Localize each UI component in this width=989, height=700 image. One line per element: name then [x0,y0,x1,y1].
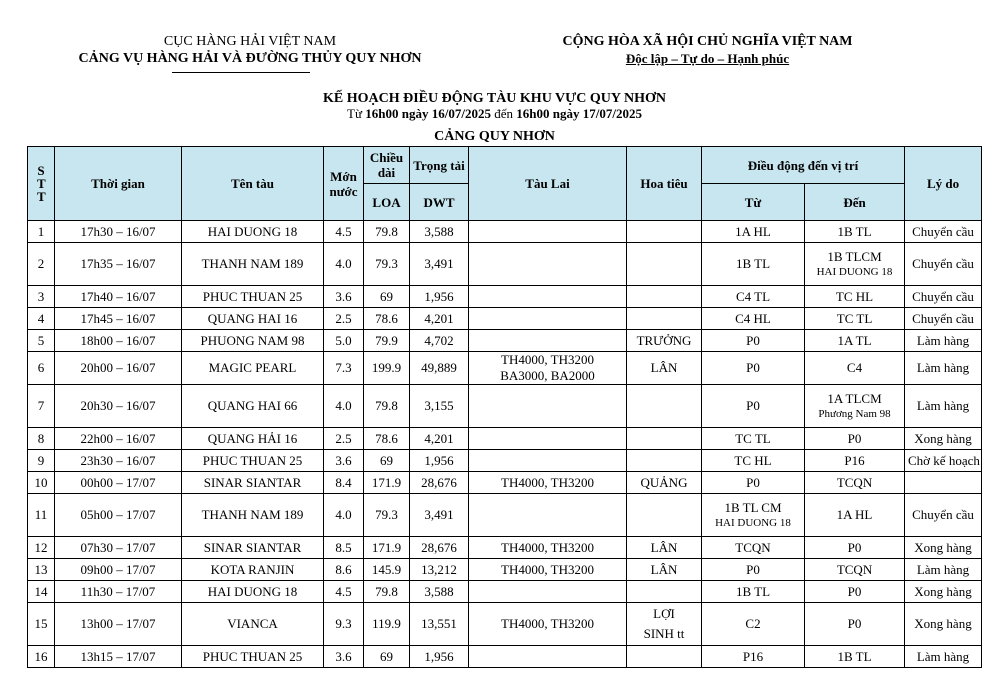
cell-tug [469,385,627,428]
cell-to: 1B TL [805,646,905,668]
cell-pilot: LÂN [627,559,702,581]
cell-draft: 8.5 [324,537,364,559]
date-from: 16h00 ngày 16/07/2025 [365,106,491,121]
cell-ship: THANH NAM 189 [182,243,324,286]
cell-dwt: 3,491 [410,243,469,286]
table-row [28,537,982,559]
cell-draft: 3.6 [324,646,364,668]
cell-reason [905,472,982,494]
cell-time: 09h00 – 17/07 [55,559,182,581]
cell-ship: QUANG HẢI 16 [182,428,324,450]
cell-draft: 9.3 [324,603,364,646]
cell-dwt: 13,212 [410,559,469,581]
cell-to: P16 [805,450,905,472]
col-from: Từ [702,184,805,221]
cell-tug [469,450,627,472]
table-row [28,221,982,243]
cell-dwt: 4,702 [410,330,469,352]
cell-loa: 79.8 [364,385,410,428]
col-draft: Mớn nước [324,147,364,221]
cell-pilot: QUẢNG [627,472,702,494]
cell-tug: TH4000, TH3200 [469,603,627,646]
cell-from: C4 HL [702,308,805,330]
ship-movement-table [27,146,982,668]
cell-tug: TH4000, TH3200 BA3000, BA2000 [469,352,627,385]
col-to: Đến [805,184,905,221]
cell-time: 13h15 – 17/07 [55,646,182,668]
col-reason: Lý do [905,147,982,221]
cell-ship: HAI DUONG 18 [182,221,324,243]
cell-pilot [627,646,702,668]
col-time: Thời gian [55,147,182,221]
cell-loa: 171.9 [364,537,410,559]
cell-tug [469,428,627,450]
cell-reason: Làm hàng [905,385,982,428]
cell-loa: 119.9 [364,603,410,646]
cell-dwt: 4,201 [410,308,469,330]
cell-dwt: 4,201 [410,428,469,450]
cell-from: TCQN [702,537,805,559]
cell-draft: 7.3 [324,352,364,385]
cell-reason: Chuyển cầu [905,308,982,330]
cell-stt: 12 [28,537,55,559]
cell-time: 00h00 – 17/07 [55,472,182,494]
cell-stt: 6 [28,352,55,385]
cell-dwt: 1,956 [410,286,469,308]
cell-pilot: LỢI SINH tt [627,603,702,646]
cell-loa: 69 [364,286,410,308]
cell-from: TC TL [702,428,805,450]
table-row [28,243,982,286]
national-header [535,33,880,68]
cell-tug [469,243,627,286]
cell-loa: 199.9 [364,352,410,385]
cell-loa: 69 [364,450,410,472]
col-pilot: Hoa tiêu [627,147,702,221]
cell-ship: THANH NAM 189 [182,494,324,537]
cell-tug [469,221,627,243]
cell-tug [469,308,627,330]
cell-to: 1A TLCM Phương Nam 98 [805,385,905,428]
cell-reason: Chuyển cầu [905,221,982,243]
table-header [28,147,982,221]
cell-dwt: 28,676 [410,472,469,494]
cell-tug: TH4000, TH3200 [469,537,627,559]
table-row [28,385,982,428]
cell-from: TC HL [702,450,805,472]
cell-from: C4 TL [702,286,805,308]
cell-ship: PHUC THUAN 25 [182,646,324,668]
cell-dwt: 3,588 [410,221,469,243]
cell-from: P0 [702,559,805,581]
cell-to: P0 [805,581,905,603]
cell-tug [469,581,627,603]
cell-ship: VIANCA [182,603,324,646]
table-row [28,308,982,330]
cell-to: 1B TLCM HAI DUONG 18 [805,243,905,286]
table-row [28,603,982,646]
cell-ship: QUANG HAI 66 [182,385,324,428]
cell-from: P0 [702,352,805,385]
date-to: 16h00 ngày 17/07/2025 [516,106,642,121]
cell-pilot [627,308,702,330]
cell-to: TCQN [805,559,905,581]
cell-loa: 79.3 [364,494,410,537]
cell-from: P0 [702,385,805,428]
cell-draft: 4.5 [324,221,364,243]
cell-reason: Làm hàng [905,559,982,581]
cell-pilot: TRƯỞNG [627,330,702,352]
cell-dwt: 13,551 [410,603,469,646]
cell-loa: 78.6 [364,308,410,330]
cell-loa: 145.9 [364,559,410,581]
cell-reason: Chuyển cầu [905,286,982,308]
cell-time: 07h30 – 17/07 [55,537,182,559]
cell-ship: PHUONG NAM 98 [182,330,324,352]
table-row [28,330,982,352]
cell-loa: 79.8 [364,581,410,603]
port-name: CẢNG QUY NHƠN [434,129,555,144]
cell-to: TC TL [805,308,905,330]
national-title: CỘNG HÒA XÃ HỘI CHỦ NGHĨA VIỆT NAM [562,34,853,49]
cell-draft: 5.0 [324,330,364,352]
cell-stt: 5 [28,330,55,352]
cell-stt: 13 [28,559,55,581]
cell-ship: KOTA RANJIN [182,559,324,581]
cell-dwt: 3,491 [410,494,469,537]
cell-time: 23h30 – 16/07 [55,450,182,472]
table-row [28,286,982,308]
cell-dwt: 28,676 [410,537,469,559]
cell-draft: 2.5 [324,308,364,330]
cell-pilot [627,428,702,450]
cell-pilot [627,385,702,428]
cell-pilot [627,450,702,472]
table-row [28,646,982,668]
cell-loa: 79.9 [364,330,410,352]
cell-time: 20h00 – 16/07 [55,352,182,385]
cell-stt: 2 [28,243,55,286]
cell-stt: 16 [28,646,55,668]
cell-dwt: 3,588 [410,581,469,603]
cell-reason: Chuyển cầu [905,243,982,286]
cell-time: 11h30 – 17/07 [55,581,182,603]
cell-pilot [627,221,702,243]
cell-draft: 4.0 [324,385,364,428]
cell-stt: 11 [28,494,55,537]
table-row [28,428,982,450]
cell-to: 1A TL [805,330,905,352]
cell-stt: 9 [28,450,55,472]
agency-name: CẢNG VỤ HÀNG HẢI VÀ ĐƯỜNG THỦY QUY NHƠN [78,51,422,66]
cell-ship: SINAR SIANTAR [182,472,324,494]
cell-dwt: 1,956 [410,646,469,668]
cell-time: 17h45 – 16/07 [55,308,182,330]
cell-reason: Chuyển cầu [905,494,982,537]
cell-loa: 79.8 [364,221,410,243]
cell-tug: TH4000, TH3200 [469,559,627,581]
cell-reason: Làm hàng [905,646,982,668]
col-length-unit: LOA [364,184,410,221]
cell-time: 22h00 – 16/07 [55,428,182,450]
cell-to: TC HL [805,286,905,308]
cell-stt: 7 [28,385,55,428]
cell-pilot [627,286,702,308]
cell-tug [469,286,627,308]
cell-ship: SINAR SIANTAR [182,537,324,559]
cell-ship: PHUC THUAN 25 [182,450,324,472]
cell-pilot [627,243,702,286]
cell-loa: 78.6 [364,428,410,450]
cell-stt: 8 [28,428,55,450]
cell-reason: Làm hàng [905,330,982,352]
cell-to: TCQN [805,472,905,494]
cell-tug [469,646,627,668]
cell-time: 13h00 – 17/07 [55,603,182,646]
cell-ship: QUANG HAI 16 [182,308,324,330]
cell-stt: 1 [28,221,55,243]
col-length: Chiều dài [364,147,410,184]
cell-pilot [627,581,702,603]
cell-reason: Xong hàng [905,537,982,559]
cell-time: 18h00 – 16/07 [55,330,182,352]
col-stt: S T T [28,147,55,221]
cell-time: 17h35 – 16/07 [55,243,182,286]
cell-draft: 3.6 [324,450,364,472]
cell-to: C4 [805,352,905,385]
col-tonnage-unit: DWT [410,184,469,221]
col-tonnage: Trọng tải [410,147,469,184]
cell-time: 05h00 – 17/07 [55,494,182,537]
cell-to: P0 [805,603,905,646]
cell-loa: 79.3 [364,243,410,286]
national-motto: Độc lập – Tự do – Hạnh phúc [625,51,790,66]
cell-to: 1B TL [805,221,905,243]
date-range: Từ 16h00 ngày 16/07/2025 đến 16h00 ngày 17/07/2025 [347,106,642,121]
cell-ship: PHUC THUAN 25 [182,286,324,308]
table-row [28,559,982,581]
cell-draft: 4.0 [324,243,364,286]
cell-dwt: 49,889 [410,352,469,385]
cell-from: P16 [702,646,805,668]
cell-to: P0 [805,428,905,450]
cell-draft: 4.0 [324,494,364,537]
cell-draft: 8.6 [324,559,364,581]
cell-tug [469,494,627,537]
cell-tug: TH4000, TH3200 [469,472,627,494]
table-row [28,494,982,537]
cell-from: 1A HL [702,221,805,243]
cell-stt: 14 [28,581,55,603]
table-body [28,221,982,668]
table-row [28,352,982,385]
parent-agency-name: CỤC HÀNG HẢI VIỆT NAM [163,34,337,49]
cell-from: 1B TL [702,581,805,603]
cell-ship: HAI DUONG 18 [182,581,324,603]
header-divider [172,72,310,73]
table-row [28,581,982,603]
cell-from: P0 [702,330,805,352]
cell-reason: Xong hàng [905,428,982,450]
cell-stt: 15 [28,603,55,646]
cell-from: C2 [702,603,805,646]
cell-from: P0 [702,472,805,494]
cell-stt: 3 [28,286,55,308]
cell-loa: 69 [364,646,410,668]
cell-pilot: LÂN [627,537,702,559]
cell-stt: 10 [28,472,55,494]
cell-reason: Xong hàng [905,603,982,646]
col-tug: Tàu Lai [469,147,627,221]
cell-stt: 4 [28,308,55,330]
cell-draft: 4.5 [324,581,364,603]
cell-from: 1B TL CM HAI DUONG 18 [702,494,805,537]
cell-from: 1B TL [702,243,805,286]
table-row [28,450,982,472]
cell-reason: Chờ kế hoạch [905,450,982,472]
cell-to: P0 [805,537,905,559]
cell-time: 17h30 – 16/07 [55,221,182,243]
agency-header [55,33,445,68]
cell-draft: 3.6 [324,286,364,308]
cell-time: 17h40 – 16/07 [55,286,182,308]
cell-dwt: 3,155 [410,385,469,428]
cell-draft: 8.4 [324,472,364,494]
cell-ship: MAGIC PEARL [182,352,324,385]
col-ship: Tên tàu [182,147,324,221]
cell-pilot [627,494,702,537]
cell-reason: Xong hàng [905,581,982,603]
table-row [28,472,982,494]
document-title: KẾ HOẠCH ĐIỀU ĐỘNG TÀU KHU VỰC QUY NHƠN [322,91,667,106]
cell-tug [469,330,627,352]
cell-time: 20h30 – 16/07 [55,385,182,428]
col-move: Điều động đến vị trí [702,147,905,184]
cell-dwt: 1,956 [410,450,469,472]
cell-reason: Làm hàng [905,352,982,385]
cell-to: 1A HL [805,494,905,537]
cell-pilot: LÂN [627,352,702,385]
cell-loa: 171.9 [364,472,410,494]
cell-draft: 2.5 [324,428,364,450]
